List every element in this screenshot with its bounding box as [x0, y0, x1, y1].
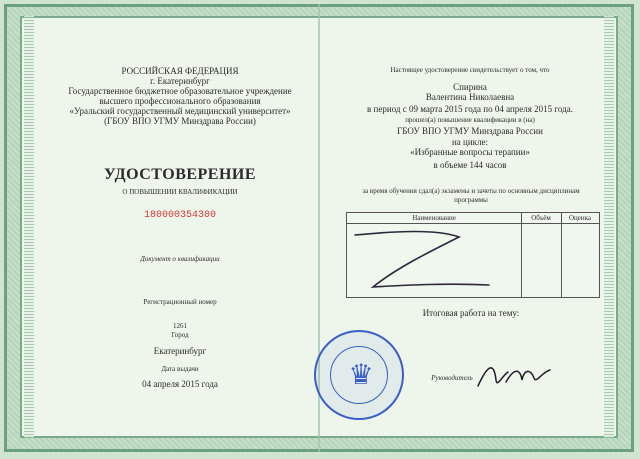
country-heading: РОССИЙСКАЯ ФЕДЕРАЦИЯ [121, 66, 239, 76]
institution-line-2: высшего профессионального образования [99, 96, 261, 106]
cycle-name: «Избранные вопросы терапии» [410, 147, 530, 157]
document-type-caption: Документ о квалификации [140, 255, 220, 263]
right-ornament [604, 16, 614, 438]
volume-hours: в объеме 144 часов [433, 160, 507, 170]
city-line: г. Екатеринбург [150, 76, 210, 86]
signatory-label: Руководитель [431, 374, 473, 382]
document-title: УДОСТОВЕРЕНИЕ [103, 166, 257, 183]
coat-of-arms-icon: ♛ [348, 358, 374, 391]
registration-number-label: Регистрационный номер [143, 298, 217, 306]
surname: Спирина [453, 82, 487, 92]
exams-line-2: программы [454, 196, 488, 204]
table-header-volume: Объём [521, 213, 561, 224]
exams-line-1: за время обучения сдал(а) экзамены и зачеты по основным дисциплинам [362, 187, 580, 195]
serial-number: 180000354300 [143, 210, 216, 221]
signature [472, 358, 562, 392]
grades-table [346, 212, 600, 298]
official-seal [314, 330, 404, 420]
intro-line: Настоящее удостоверение свидетельствует о том, что [390, 66, 550, 74]
given-names: Валентина Николаевна [425, 92, 515, 102]
left-ornament [24, 16, 34, 438]
institution-line-4: (ГБОУ ВПО УГМУ Минздрава России) [104, 116, 256, 126]
institution-line-3: «Уральский государственный медицинский университет» [69, 106, 291, 116]
cancellation-strike [347, 225, 599, 297]
cycle-label: на цикле: [451, 137, 489, 147]
organization: ГБОУ ВПО УГМУ Минздрава России [397, 126, 543, 136]
final-work-label: Итоговая работа на тему: [422, 308, 520, 318]
issue-date: 04 апреля 2015 года [142, 379, 218, 389]
city-value: Екатеринбург [153, 346, 207, 356]
issue-date-label: Дата выдачи [161, 365, 199, 373]
document-subtitle: О ПОВЫШЕНИИ КВАЛИФИКАЦИИ [122, 188, 238, 196]
registration-number: 1261 [173, 322, 187, 330]
table-header-grade: Оценка [561, 213, 599, 224]
passed-line: прошел(а) повышение квалификации в (на) [405, 116, 535, 124]
table-header-name: Наименование [347, 213, 521, 224]
institution-line-1: Государственное бюджетное образовательное учреждение [68, 86, 292, 96]
city-label: Город [171, 331, 189, 339]
training-period: в период с 09 марта 2015 года по 04 апреля 2015 года. [367, 104, 573, 114]
